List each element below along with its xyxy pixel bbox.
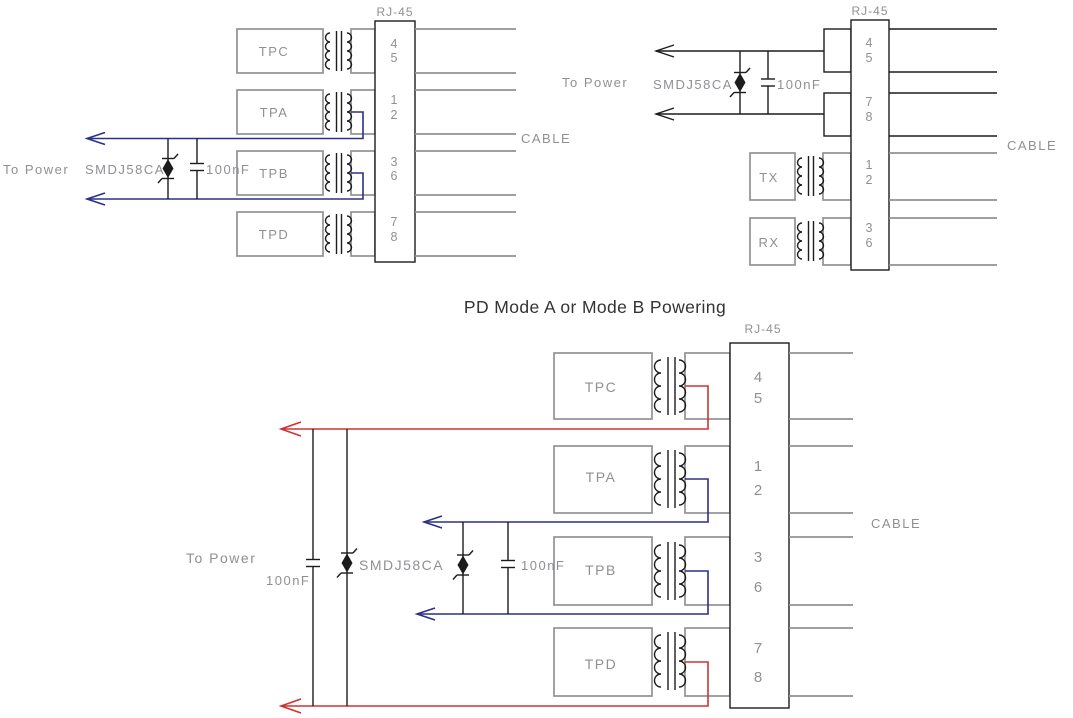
- power-wire-negative: [417, 571, 708, 614]
- tvs-label: SMDJ58CA: [359, 557, 445, 573]
- circuit-top-left: [3, 5, 571, 262]
- cable-label: CABLE: [871, 516, 922, 531]
- power-wire-positive: [281, 386, 708, 429]
- pin-label: 1: [865, 158, 873, 172]
- circuit-top-right: [562, 4, 1057, 270]
- block-label: TPA: [259, 105, 289, 120]
- pin-label: 6: [865, 236, 873, 250]
- capacitor-icon: [306, 560, 320, 567]
- pin-label: 3: [753, 549, 763, 566]
- capacitor-label: 100nF: [521, 558, 566, 573]
- block-label: TPC: [584, 379, 618, 395]
- pin-label: 7: [865, 95, 873, 109]
- transformer-icon: [655, 357, 686, 415]
- to-power-label: To Power: [562, 75, 629, 90]
- coupling-box: [351, 212, 375, 256]
- pin-label: 2: [390, 108, 398, 122]
- pin-label: 5: [753, 390, 763, 407]
- tvs-label: SMDJ58CA: [653, 77, 733, 92]
- pin-label: 3: [865, 221, 873, 235]
- transformer-icon: [326, 92, 352, 132]
- transformer-icon: [326, 153, 352, 193]
- pin-label: 4: [865, 36, 873, 50]
- pin-label: 7: [753, 640, 763, 657]
- pin-label: 4: [753, 369, 763, 386]
- power-wire-negative: [281, 662, 708, 706]
- cable-label: CABLE: [1007, 138, 1058, 153]
- cable-wires: [415, 29, 516, 256]
- pin-label: 5: [390, 51, 398, 65]
- coupling-box: [823, 153, 851, 200]
- coupling-box: [823, 218, 851, 265]
- block-label: TX: [759, 170, 779, 185]
- block-label: TPB: [259, 166, 289, 181]
- coupling-box: [351, 29, 375, 73]
- rj45-label: RJ-45: [851, 4, 889, 18]
- transformer-icon: [655, 542, 686, 600]
- transformer-icon: [655, 450, 686, 508]
- capacitor-icon: [761, 79, 775, 86]
- pin-label: 3: [390, 155, 398, 169]
- pin-label: 7: [390, 215, 398, 229]
- capacitor-label: 100nF: [206, 162, 251, 177]
- pin-label: 2: [753, 482, 763, 499]
- power-tap-box: [824, 93, 851, 136]
- capacitor-icon: [190, 164, 204, 171]
- pin-label: 6: [753, 579, 763, 596]
- block-label: TPD: [258, 227, 290, 242]
- tvs-diode-icon: [337, 549, 357, 578]
- tvs-diode-icon: [730, 68, 750, 97]
- cable-wires: [889, 29, 997, 265]
- transformer-icon: [655, 632, 686, 690]
- block-label: TPA: [585, 469, 617, 485]
- to-power-label: To Power: [3, 162, 70, 177]
- pin-label: 8: [753, 669, 763, 686]
- capacitor-icon: [501, 561, 515, 568]
- pin-label: 8: [390, 230, 398, 244]
- pin-label: 8: [865, 110, 873, 124]
- transformer-icon: [798, 156, 824, 196]
- pin-label: 6: [390, 169, 398, 183]
- block-label: TPD: [584, 656, 618, 672]
- to-power-label: To Power: [186, 550, 257, 566]
- block-label: TPC: [258, 44, 290, 59]
- diagram-title: PD Mode A or Mode B Powering: [463, 297, 727, 317]
- block-label: TPB: [585, 562, 617, 578]
- block-label: RX: [758, 235, 780, 250]
- capacitor-label: 100nF: [266, 573, 311, 588]
- pin-label: 1: [753, 458, 763, 475]
- transformer-icon: [798, 221, 824, 261]
- pin-label: 4: [390, 37, 398, 51]
- rj45-label: RJ-45: [744, 322, 782, 336]
- pin-label: 5: [865, 51, 873, 65]
- circuit-bottom: [186, 297, 921, 713]
- rj45-label: RJ-45: [376, 5, 414, 19]
- pin-label: 1: [390, 93, 398, 107]
- power-wire-positive: [424, 479, 708, 522]
- cable-label: CABLE: [521, 131, 572, 146]
- capacitor-label: 100nF: [777, 77, 822, 92]
- transformer-icon: [326, 214, 352, 254]
- tvs-label: SMDJ58CA: [85, 162, 165, 177]
- transformer-icon: [326, 31, 352, 71]
- power-tap-box: [824, 29, 851, 72]
- tvs-diode-icon: [453, 551, 473, 580]
- cable-wires: [789, 353, 853, 696]
- pin-label: 2: [865, 173, 873, 187]
